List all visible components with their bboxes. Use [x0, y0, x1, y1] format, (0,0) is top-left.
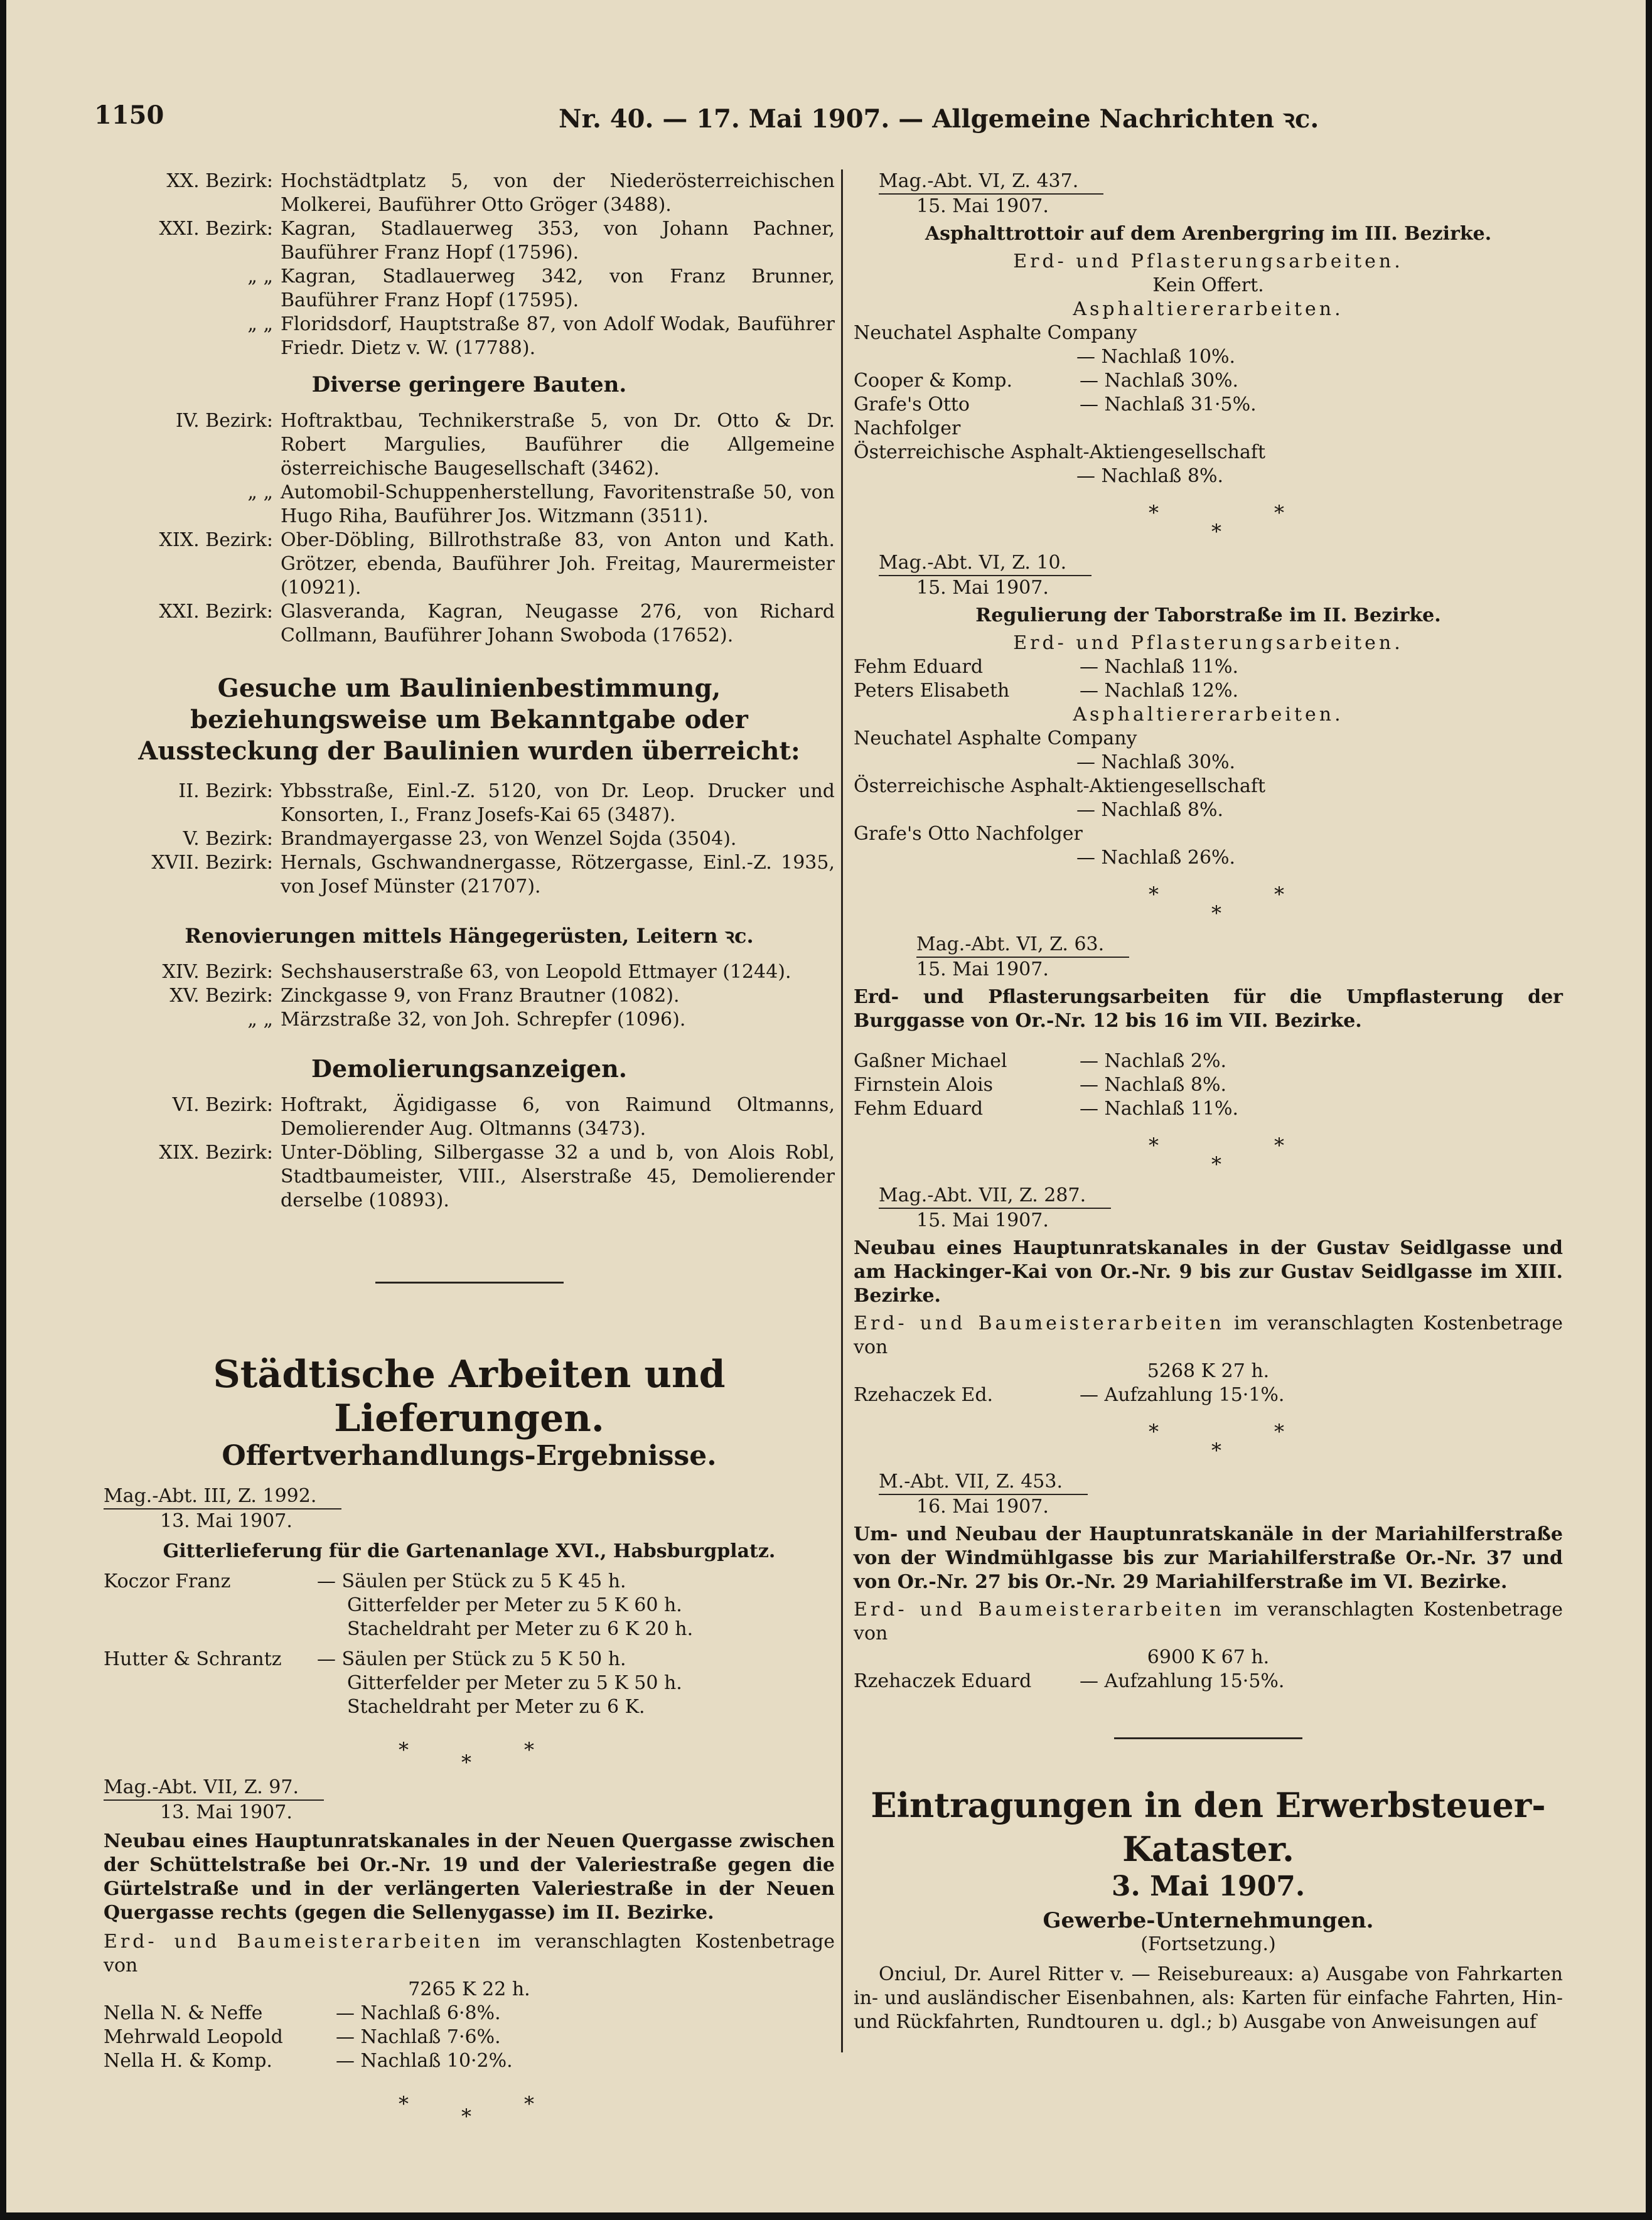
- list-item: XIX. Bezirk: Ober-Döbling, Billrothstraße 83, von Anton und Kath. Grötzer, ebenda, Bauführer Joh. Freitag, Maurermeister (10921).: [159, 529, 835, 599]
- section-heading: Gesuche um Baulinienbestimmung, beziehungsweise um Bekanntgabe oder Aussteckung der Baulinien wurden überreicht:: [138, 673, 800, 766]
- running-title: Nr. 40. — 17. Mai 1907. — Allgemeine Nachrichten ꝛc.: [559, 104, 1319, 134]
- reference-number: Mag.-Abt. VI, Z. 10.: [879, 551, 1092, 576]
- tender-result: [854, 169, 1563, 488]
- tender-title: Neubau eines Hauptunratskanales in der Gustav Seidlgasse und am Hackinger-Kai von Or.-Nr. 9 bis zur Gustav Seidlgasse im XIII. Bezirke.: [854, 1237, 1563, 1307]
- column-divider: [841, 169, 843, 2052]
- building-list-5: [104, 1093, 835, 1213]
- reference-number: M.-Abt. VII, Z. 453.: [879, 1470, 1088, 1495]
- section-heading: Diverse geringere Bauten.: [311, 372, 627, 397]
- work-type: Erd- und Pflasterungsarbeiten.: [1013, 250, 1403, 272]
- separator-stars: * * *: [1149, 501, 1284, 544]
- no-offer: Kein Offert.: [1152, 274, 1264, 296]
- tender-result: [854, 551, 1563, 870]
- reference-number: Mag.-Abt. VII, Z. 287.: [879, 1184, 1111, 1209]
- divider: [375, 1282, 564, 1284]
- work-type: Erd- und Baumeisterarbeiten: [854, 1599, 1225, 1621]
- section-subtitle: Offertverhandlungs-Ergebnisse.: [222, 1440, 717, 1472]
- cost-amount: 5268 K 27 h.: [1147, 1360, 1270, 1382]
- bidder-name: Neuchatel Asphalte Company: [854, 322, 1137, 344]
- bid-value: — Nachlaß 10%.: [1076, 346, 1236, 368]
- bidder-name: Grafe's Otto Nachfolger: [854, 823, 1083, 845]
- work-type: Erd- und Baumeisterarbeiten: [854, 1312, 1225, 1334]
- separator-stars: * * *: [399, 2092, 534, 2128]
- section-heading: Demolierungsanzeigen.: [311, 1054, 628, 1083]
- work-type: Asphaltiererarbeiten.: [1073, 704, 1344, 726]
- tender-result: [854, 933, 1563, 1121]
- right-column: [854, 169, 1563, 2034]
- list-item: VI. Bezirk: Hoftrakt, Ägidigasse 6, von Raimund Oltmanns, Demolierender Aug. Oltmanns (3473).: [172, 1094, 835, 1140]
- bid-row: Rzehaczek Ed. — Aufzahlung 15·1%.: [854, 1384, 1285, 1406]
- list-item: XV. Bezirk: Zinckgasse 9, von Franz Brautner (1082).: [169, 985, 680, 1007]
- section-title: Städtische Arbeiten und Lieferungen.: [213, 1353, 726, 1440]
- list-item: „ „ Automobil-Schuppenherstellung, Favoritenstraße 50, von Hugo Riha, Bauführer Jos. Witzmann (3511).: [247, 481, 835, 527]
- tender-title: Um- und Neubau der Hauptunratskanäle in der Mariahilferstraße von der Windmühlgasse bis zur Mariahilferstraße Or.-Nr. 37 und von Or.-Nr. 27 bis Or.-Nr. 29 Mariahilferstraße im VI. Bezirke.: [854, 1523, 1563, 1593]
- bid-row: Koczor Franz — Säulen per Stück zu 5 K 45 h. Gitterfelder per Meter zu 5 K 60 h. Stacheldraht per Meter zu 6 K 20 h.: [104, 1570, 694, 1640]
- list-item: „ „ Floridsdorf, Hauptstraße 87, von Adolf Wodak, Bauführer Friedr. Dietz v. W. (17788).: [247, 313, 835, 359]
- bid-row: Mehrwald Leopold — Nachlaß 7·6%.: [104, 2026, 501, 2048]
- tender-title: Asphalttrottoir auf dem Arenbergring im III. Bezirke.: [925, 223, 1492, 245]
- bid-value: — Nachlaß 30%.: [1076, 751, 1236, 773]
- continuation-note: (Fortsetzung.): [1140, 1933, 1276, 1955]
- bid-row: Nella H. & Komp. — Nachlaß 10·2%.: [104, 2050, 513, 2072]
- tender-result: Mag.-Abt. VII, Z. 97. 13. Mai 1907. Neubau eines Hauptunratskanales in der Neuen Quergasse zwischen der Schüttelstraße bei Or.-Nr. 19 und der Valeriestraße gegen die Gürtelstraße und in der verlängerten Valeriestraße in der Neuen Quergasse rechts (gegen die Sellenygasse) im II. Bezirke. Erd- und Baumeisterarbeiten im veranschlagten Kostenbetrage von 7265 K 22 h. Nella N. & Neffe — Nachlaß 6·8%. Mehrwald Leopold — Nachlaß 7·6%. Nella H. & Komp. — Nachlaß 10·2%.: [104, 1776, 835, 2072]
- date: 15. Mai 1907.: [916, 1209, 1049, 1231]
- bid-row: Rzehaczek Eduard — Aufzahlung 15·5%.: [854, 1670, 1285, 1692]
- list-item: IV. Bezirk: Hoftraktbau, Technikerstraße 5, von Dr. Otto & Dr. Robert Margulies, Bauführer die Allgemeine österreichische Baugesellschaft (3462).: [175, 410, 835, 480]
- bidder-name: Hutter & Schrantz: [104, 1648, 282, 1670]
- tender-title: Regulierung der Taborstraße im II. Bezirke.: [975, 604, 1441, 626]
- tender-result: [104, 1484, 835, 1719]
- work-type: Erd- und Baumeisterarbeiten: [104, 1931, 483, 1953]
- date: 15. Mai 1907.: [916, 195, 1049, 217]
- bid-row: Cooper & Komp. — Nachlaß 30%.: [854, 370, 1239, 392]
- list-item: XXI. Bezirk: Kagran, Stadlauerweg 353, von Johann Pachner, Bauführer Franz Hopf (17596).: [159, 218, 835, 264]
- list-item: XXI. Bezirk: Glasveranda, Kagran, Neugasse 276, von Richard Collmann, Bauführer Johann Swoboda (17652).: [159, 601, 835, 646]
- left-column: [104, 169, 835, 2130]
- building-list-3: [104, 780, 835, 899]
- tender-title: Neubau eines Hauptunratskanales in der Neuen Quergasse zwischen der Schüttelstraße bei Or.-Nr. 19 und der Valeriestraße gegen die Gürtelstraße und in der verlängerten Valeriestraße in der Neuen Quergasse rechts (gegen die Sellenygasse) im II. Bezirke.: [104, 1830, 835, 1924]
- date: 15. Mai 1907.: [916, 577, 1049, 599]
- tender-result: M.-Abt. VII, Z. 453. 16. Mai 1907. Um- und Neubau der Hauptunratskanäle in der Mariahilferstraße von der Windmühlgasse bis zur Mariahilferstraße Or.-Nr. 37 und von Or.-Nr. 27 bis Or.-Nr. 29 Mariahilferstraße im VI. Bezirke. Erd- und Baumeisterarbeiten im veranschlagten Kostenbetrage von 6900 K 67 h. Rzehaczek Eduard — Aufzahlung 15·5%.: [854, 1471, 1563, 1692]
- section-subtitle: Gewerbe-Unternehmungen.: [1043, 1908, 1374, 1933]
- reference-number: Mag.-Abt. VI, Z. 437.: [879, 169, 1103, 195]
- list-item: XVII. Bezirk: Hernals, Gschwandnergasse, Rötzergasse, Einl.-Z. 1935, von Josef Münster (21707).: [151, 852, 835, 898]
- list-item: „ „ Märzstraße 32, von Joh. Schrepfer (1096).: [247, 1009, 686, 1031]
- date: 16. Mai 1907.: [916, 1496, 1049, 1518]
- bidder-name: Österreichische Asphalt-Aktiengesellschaft: [854, 441, 1266, 463]
- bidder-name: Koczor Franz: [104, 1570, 231, 1592]
- section-title: Eintragungen in den Erwerbsteuer-Kataster.: [871, 1785, 1546, 1869]
- tender-title: Erd- und Pflasterungsarbeiten für die Umpflasterung der Burggasse von Or.-Nr. 12 bis 16 im VII. Bezirke.: [854, 986, 1563, 1032]
- list-item: XX. Bezirk: Hochstädtplatz 5, von der Niederösterreichischen Molkerei, Bauführer Otto Gröger (3488).: [166, 170, 835, 216]
- list-item: XIV. Bezirk: Sechshauserstraße 63, von Leopold Ettmayer (1244).: [162, 961, 791, 983]
- page-number: 1150: [94, 100, 164, 130]
- building-list-1: [104, 169, 835, 360]
- bidder-name: Österreichische Asphalt-Aktiengesellschaft: [854, 775, 1266, 797]
- bid-row: Gaßner Michael — Nachlaß 2%.: [854, 1050, 1226, 1072]
- bid-row: Fehm Eduard — Nachlaß 11%.: [854, 656, 1239, 678]
- reference-number: Mag.-Abt. VII, Z. 97.: [104, 1776, 324, 1801]
- cost-amount: 7265 K 22 h.: [408, 1978, 530, 2000]
- bidder-name: Neuchatel Asphalte Company: [854, 727, 1137, 749]
- separator-stars: * * *: [399, 1738, 534, 1774]
- bid-row: Peters Elisabeth — Nachlaß 12%.: [854, 680, 1239, 702]
- bid-row: Fehm Eduard — Nachlaß 11%.: [854, 1098, 1239, 1120]
- reference-number: Mag.-Abt. III, Z. 1992.: [104, 1484, 341, 1509]
- building-list-2: [104, 409, 835, 648]
- section-heading: Renovierungen mittels Hängegerüsten, Leitern ꝛc.: [185, 924, 754, 948]
- list-item: „ „ Kagran, Stadlauerweg 342, von Franz Brunner, Bauführer Franz Hopf (17595).: [247, 265, 835, 311]
- page-header: [94, 94, 1601, 138]
- date: 15. Mai 1907.: [916, 958, 1049, 980]
- bid-value: — Nachlaß 26%.: [1076, 847, 1236, 869]
- bid-row: Grafe's Otto Nachfolger — Nachlaß 31·5%.: [854, 394, 1257, 439]
- separator-stars: * * *: [1149, 882, 1284, 925]
- bid-row: Firnstein Alois — Nachlaß 8%.: [854, 1074, 1226, 1096]
- tender-title: Gitterlieferung für die Gartenanlage XVI., Habsburgplatz.: [163, 1540, 776, 1562]
- bid-row: Hutter & Schrantz — Säulen per Stück zu 5 K 50 h. Gitterfelder per Meter zu 5 K 50 h. Stacheldraht per Meter zu 6 K.: [104, 1648, 682, 1718]
- reference-number: Mag.-Abt. VI, Z. 63.: [916, 933, 1129, 958]
- section-date: 3. Mai 1907.: [1111, 1870, 1306, 1902]
- date: 13. Mai 1907.: [160, 1510, 292, 1532]
- bid-row: Nella N. & Neffe — Nachlaß 6·8%.: [104, 2002, 501, 2024]
- date: 13. Mai 1907.: [160, 1801, 292, 1823]
- building-list-4: [104, 960, 835, 1032]
- bid-value: — Nachlaß 8%.: [1076, 465, 1223, 487]
- divider: [1114, 1737, 1302, 1739]
- separator-stars: * * *: [1149, 1420, 1284, 1462]
- separator-stars: * * *: [1149, 1134, 1284, 1176]
- list-item: V. Bezirk: Brandmayergasse 23, von Wenzel Sojda (3504).: [183, 828, 737, 850]
- list-item: XIX. Bezirk: Unter-Döbling, Silbergasse 32 a und b, von Alois Robl, Stadtbaumeister, VIII., Alserstraße 45, Demolierender derselbe (10893).: [159, 1142, 835, 1211]
- cost-amount: 6900 K 67 h.: [1147, 1646, 1270, 1668]
- bid-value: — Nachlaß 8%.: [1076, 799, 1223, 821]
- tender-result: Mag.-Abt. VII, Z. 287. 15. Mai 1907. Neubau eines Hauptunratskanales in der Gustav Seidlgasse und am Hackinger-Kai von Or.-Nr. 9 bis zur Gustav Seidlgasse im XIII. Bezirke. Erd- und Baumeisterarbeiten im veranschlagten Kostenbetrage von 5268 K 27 h. Rzehaczek Ed. — Aufzahlung 15·1%.: [854, 1184, 1563, 1406]
- register-entry: Onciul, Dr. Aurel Ritter v. — Reisebureaux: a) Ausgabe von Fahrkarten in- und ausländischer Eisenbahnen, als: Karten für einfache Fahrten, Hin- und Rückfahrten, Rundtouren u. dgl.; b) Ausgabe von Anweisungen auf: [854, 1963, 1563, 2033]
- work-type: Asphaltiererarbeiten.: [1073, 298, 1344, 320]
- work-type: Erd- und Pflasterungsarbeiten.: [1013, 632, 1403, 654]
- list-item: II. Bezirk: Ybbsstraße, Einl.-Z. 5120, von Dr. Leop. Drucker und Konsorten, I., Franz Josefs-Kai 65 (3487).: [178, 780, 835, 826]
